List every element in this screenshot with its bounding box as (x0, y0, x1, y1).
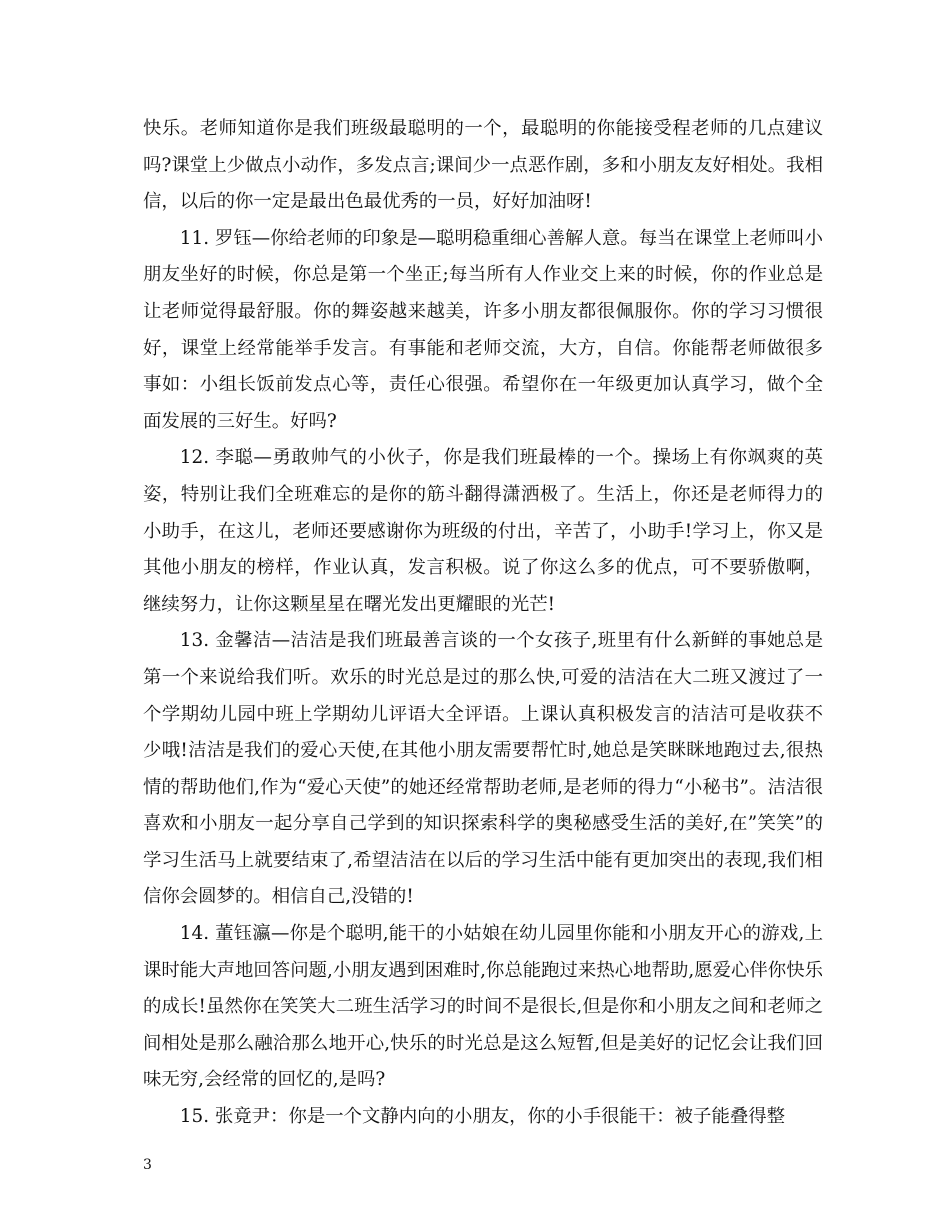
paragraph-12: 12. 李聪—勇敢帅气的小伙子，你是我们班最棒的一个。操场上有你飒爽的英姿，特别让我们全班难忘的是你的筋斗翻得潇洒极了。生活上，你还是老师得力的小助手，在这儿，老师还要感谢你为班级的付出，辛苦了，小助手!学习上，你又是其他小朋友的榜样，作业认真，发言积极。说了你这么多的优点，可不要骄傲啊，继续努力，让你这颗星星在曙光发出更耀眼的光芒! (143, 447, 823, 615)
paragraph-15: 15. 张竟尹：你是一个文静内向的小朋友，你的小手很能干：被子能叠得整 (179, 1106, 786, 1128)
paragraph-continued: 快乐。老师知道你是我们班级最聪明的一个，最聪明的你能接受程老师的几点建议吗?课堂上少做点小动作，多发点言;课间少一点恶作剧，多和小朋友友好相处。我相信，以后的你一定是最出色最优秀的一员，好好加油呀! (143, 118, 823, 213)
paragraph-11: 11. 罗钰—你给老师的印象是—聪明稳重细心善解人意。每当在课堂上老师叫小朋友坐好的时候，你总是第一个坐正;每当所有人作业交上来的时候，你的作业总是让老师觉得最舒服。你的舞姿越来越美，许多小朋友都很佩服你。你的学习习惯很好，课堂上经常能举手发言。有事能和老师交流，大方，自信。你能帮老师做很多事如：小组长饭前发点心等，责任心很强。希望你在一年级更加认真学习，做个全面发展的三好生。好吗? (143, 227, 823, 432)
paragraph-14: 14. 董钰瀛—你是个聪明,能干的小姑娘在幼儿园里你能和小朋友开心的游戏,上课时能大声地回答问题,小朋友遇到困难时,你总能跑过来热心地帮助,愿爱心伴你快乐的成长!虽然你在笑笑大二班生活学习的时间不是很长,但是你和小朋友之间和老师之间相处是那么融洽那么地开心,快乐的时光总是这么短暂,但是美好的记忆会让我们回味无穷,会经常的回忆的,是吗? (143, 923, 823, 1091)
paragraph-13: 13. 金馨洁—洁洁是我们班最善言谈的一个女孩子,班里有什么新鲜的事她总是第一个来说给我们听。欢乐的时光总是过的那么快,可爱的洁洁在大二班又渡过了一个学期幼儿园中班上学期幼儿评语大全评语。上课认真积极发言的洁洁可是收获不少哦!洁洁是我们的爱心天使,在其他小朋友需要帮忙时,她总是笑眯眯地跑过去,很热情的帮助他们,作为“爱心天使”的她还经常帮助老师,是老师的得力“小秘书”。洁洁很喜欢和小朋友一起分享自己学到的知识探索科学的奥秘感受生活的美好,在”笑笑”的学习生活马上就要结束了,希望洁洁在以后的学习生活中能有更加突出的表现,我们相信你会圆梦的。相信自己,没错的! (143, 630, 823, 908)
document-body (143, 111, 823, 1136)
page-number: 3 (143, 1157, 152, 1173)
